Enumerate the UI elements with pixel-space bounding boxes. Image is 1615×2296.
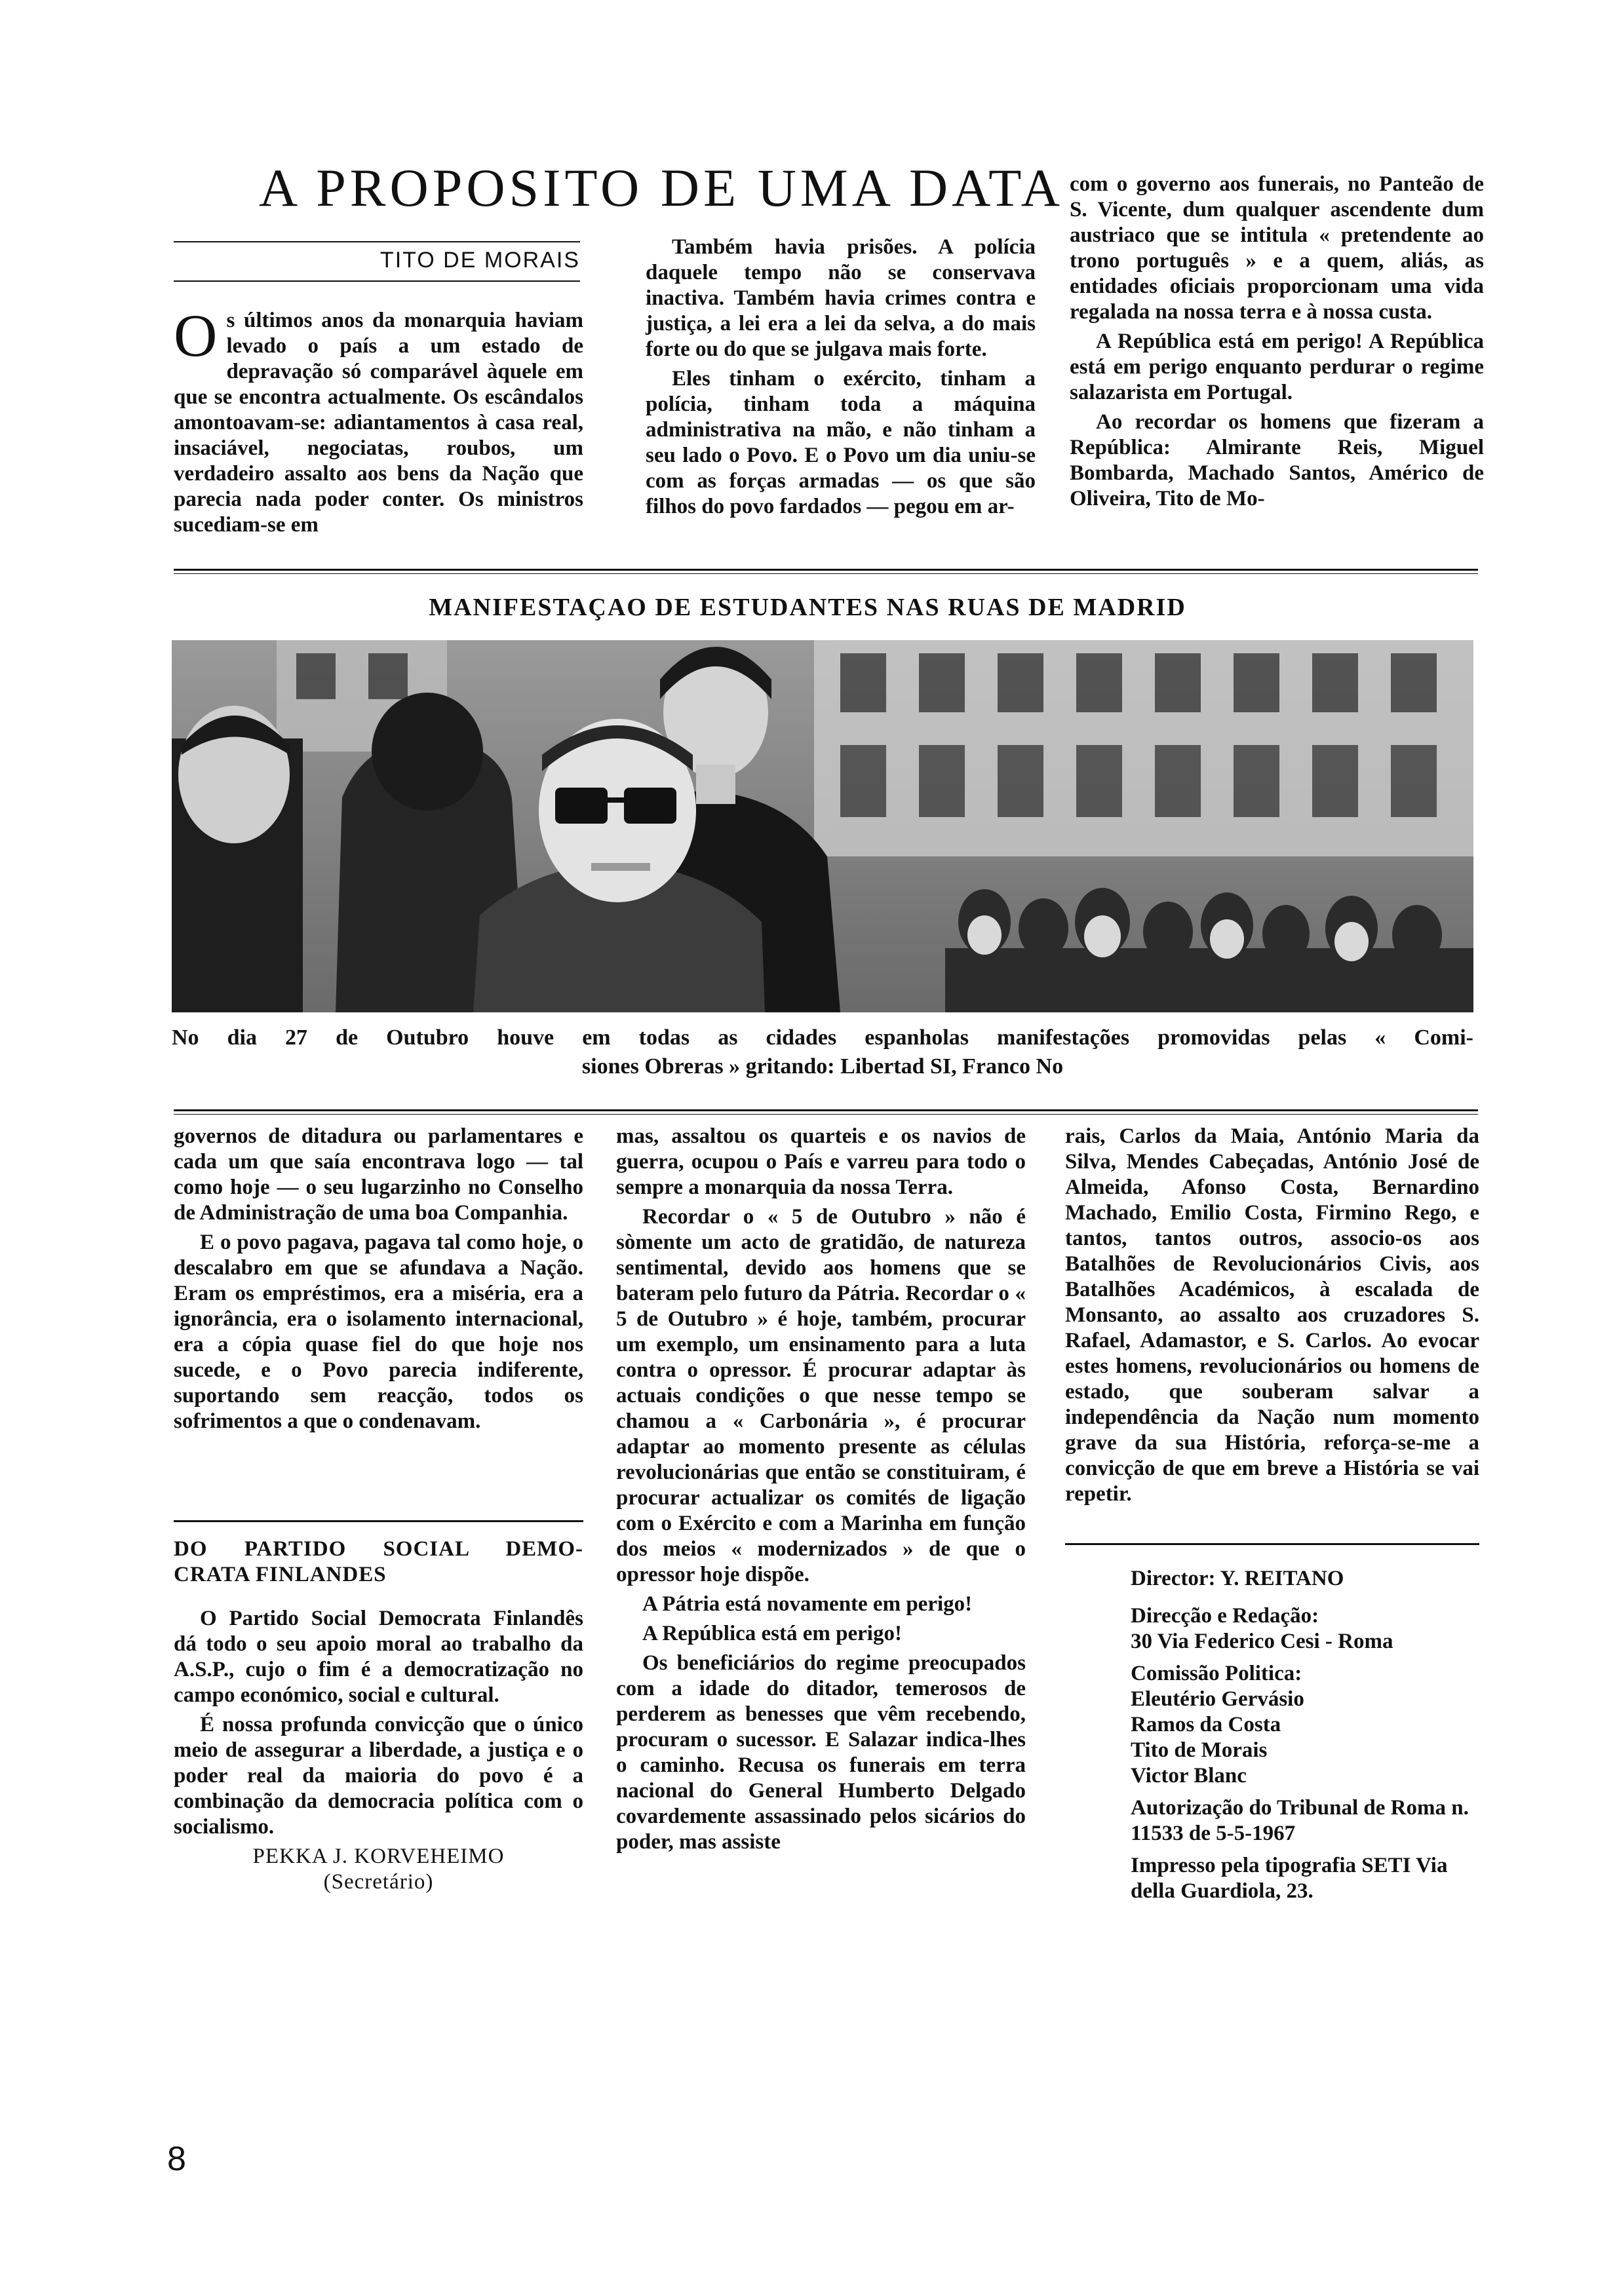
byline-rule-top xyxy=(174,241,580,242)
finland-heading-line-2: CRATA FINLANDES xyxy=(174,1563,387,1586)
impressum-commission: Comissão Politica: Eleutério Gervásio Ramos da Costa Tito de Morais Victor Blanc xyxy=(1131,1662,1304,1788)
lower-col1-para: E o povo pagava, pagava tal como hoje, o descalabro em que se afundava a Nação. Eram os empréstimos, era a miséria, era a ignorância, era o isolamento internacional, era a cópia quase fiel do que hoje nos sucede, e o Povo parecia indiferente, suportando sem reacção, todos os sofrimentos a que o condenavam. xyxy=(174,1231,583,1433)
article-col2-para: Também havia prisões. A polícia daquele tempo não se conservava inactiva. Também havia crimes contra e justiça, a lei era a lei da selva, a do mais forte ou do que se julgava mais forte. xyxy=(646,235,1036,361)
caption-line-2: siones Obreras » gritando: Libertad SI, Franco No xyxy=(581,1054,1064,1079)
photo-illustration xyxy=(172,640,1473,1012)
dropcap-letter: O xyxy=(174,302,218,369)
impressum-rule-top xyxy=(1065,1543,1479,1545)
lower-col2-para: Os beneficiários do regime preocupados com a idade do ditador, temerosos de perderem as benesses que vêm recebendo, procuram o sucessor. E Salazar indica-lhes o caminho. Recusa os funerais em terra nacional do General Humberto Delgado covardemente assassinado pelos sicários do poder, mas assiste xyxy=(616,1651,1026,1854)
article-column-1 xyxy=(174,302,583,542)
finland-signature: PEKKA J. KORVEHEIMO xyxy=(252,1845,505,1868)
caption-rule-bottom-2 xyxy=(174,1114,1478,1115)
lower-column-3 xyxy=(1065,1124,1479,1511)
section-rule-top xyxy=(174,569,1478,571)
lower-col3-para: rais, Carlos da Maia, António Maria da Silva, Mendes Cabeçadas, António José de Almeida, Afonso Costa, Bernardino Machado, Emilio Costa, Firmino Rego, e tantos, tantos outros, associo-os aos Batalhões de Revolucionários Civis, aos Batalhões Académicos, à escalada de Monsanto, ao assalto aos cruzadores S. Rafael, Adamastor, e S. Carlos. Ao evocar estes homens, revolucionários ou homens de estado, que souberam salvar a independência da Nação num momento grave da sua História, reforça-se-me a convicção de que em breve a História se vai repetir. xyxy=(1065,1124,1479,1506)
finland-para: O Partido Social Democrata Finlandês dá todo o seu apoio moral ao trabalho da A.S.P., cujo o fim é a democratização no campo económico, social e cultural. xyxy=(174,1607,583,1707)
finland-para: É nossa profunda convicção que o único meio de assegurar a liberdade, a justiça e o poder real da maioria do povo é a combinação da democracia política com o socialismo. xyxy=(174,1713,583,1839)
lower-column-2 xyxy=(616,1124,1026,1859)
article-title: A PROPOSITO DE UMA DATA xyxy=(259,158,1064,218)
finland-heading-line-1: DO PARTIDO SOCIAL DEMO- xyxy=(174,1537,583,1561)
lower-col2-para: A República está em perigo! xyxy=(642,1622,902,1645)
lower-col2-para: A Pátria está novamente em perigo! xyxy=(642,1592,973,1616)
news-photo-students-madrid xyxy=(172,640,1473,1012)
impressum-address: Direcção e Redação: 30 Via Federico Cesi - Roma xyxy=(1131,1604,1393,1653)
article-column-2 xyxy=(646,235,1036,524)
finland-box xyxy=(174,1537,583,1895)
article-col3-para: Ao recordar os homens que fizeram a República: Almirante Reis, Miguel Bombarda, Machado Santos, Américo de Oliveira, Tito de Mo- xyxy=(1070,410,1484,510)
article-byline: TITO DE MORAIS xyxy=(379,248,580,273)
impressum-box xyxy=(1131,1566,1485,1911)
article-col1-para: Os últimos anos da monarquia haviam levado o país a um estado de depravação só comparável àquele em que se encontra actualmente. Os escândalos amontoavam-se: adiantamentos à casa real, insaciável, negociatas, roubos, um verdadeiro assalto aos bens da Nação que parecia nada poder conter. Os ministros sucediam-se em xyxy=(174,302,583,537)
caption-rule-bottom xyxy=(174,1109,1478,1111)
caption-line-1: No dia 27 de Outubro houve em todas as cidades espanholas manifestações promovidas pelas « Comi- xyxy=(172,1025,1473,1050)
page-number: 8 xyxy=(167,2140,186,2178)
lower-col2-para: mas, assaltou os quarteis e os navios de guerra, ocupou o País e varreu para todo o sempre a monarquia da nossa Terra. xyxy=(616,1124,1026,1199)
section-rule-top-2 xyxy=(174,573,1478,574)
lower-col1-para: governos de ditadura ou parlamentares e cada um que saía encontrava logo — tal como hoje — o seu lugarzinho no Conselho de Administração de uma boa Companhia. xyxy=(174,1124,583,1225)
impressum-printer: Impresso pela tipografia SETI Via della Guardiola, 23. xyxy=(1131,1854,1448,1903)
article-col3-para: A República está em perigo! A República está em perigo enquanto perdurar o regime salazarista em Portugal. xyxy=(1070,330,1484,404)
article-col2-para: Eles tinham o exército, tinham a polícia, tinham toda a máquina administrativa na mão, e não tinham a seu lado o Povo. E o Povo um dia uniu-se com as forças armadas — os que são filhos do povo fardados — pegou em ar- xyxy=(646,367,1036,518)
lower-col2-para: Recordar o « 5 de Outubro » não é sòmente um acto de gratidão, de natureza sentimental, devido aos homens que se bateram pelo futuro da Pátria. Recordar o « 5 de Outubro » é hoje, também, procurar um exemplo, um ensinamento para a luta contra o opressor. É procurar adaptar às actuais condições o que nesse tempo se chamou a « Carbonária », é procurar adaptar ao momento presente as células revolucionárias que então se constituiram, é procurar actualizar os comités de ligação com o Exército e com a Marinha em função dos meios « modernizados » de que o opressor hoje dispõe. xyxy=(616,1205,1026,1586)
article-col3-para: com o governo aos funerais, no Panteão de S. Vicente, dum qualquer ascendente dum austriaco que se intitula « pretendente ao trono português » e a quem, aliás, as entidades oficiais proporcionam uma vida regalada na nossa terra e à nossa custa. xyxy=(1070,172,1484,324)
byline-rule-bottom xyxy=(174,280,580,282)
left-figure xyxy=(172,706,303,1012)
finland-signatory-role: (Secretário) xyxy=(323,1870,434,1894)
article-column-3 xyxy=(1070,172,1484,516)
impressum-authorization: Autorização do Tribunal de Roma n. 11533 de 5-5-1967 xyxy=(1131,1796,1469,1845)
impressum-director: Director: Y. REITANO xyxy=(1131,1567,1344,1590)
photo-headline: MANIFESTAÇAO DE ESTUDANTES NAS RUAS DE MADRID xyxy=(429,594,1186,621)
finland-rule-top xyxy=(174,1520,583,1522)
photo-caption xyxy=(172,1024,1473,1081)
lower-column-1 xyxy=(174,1124,583,1438)
